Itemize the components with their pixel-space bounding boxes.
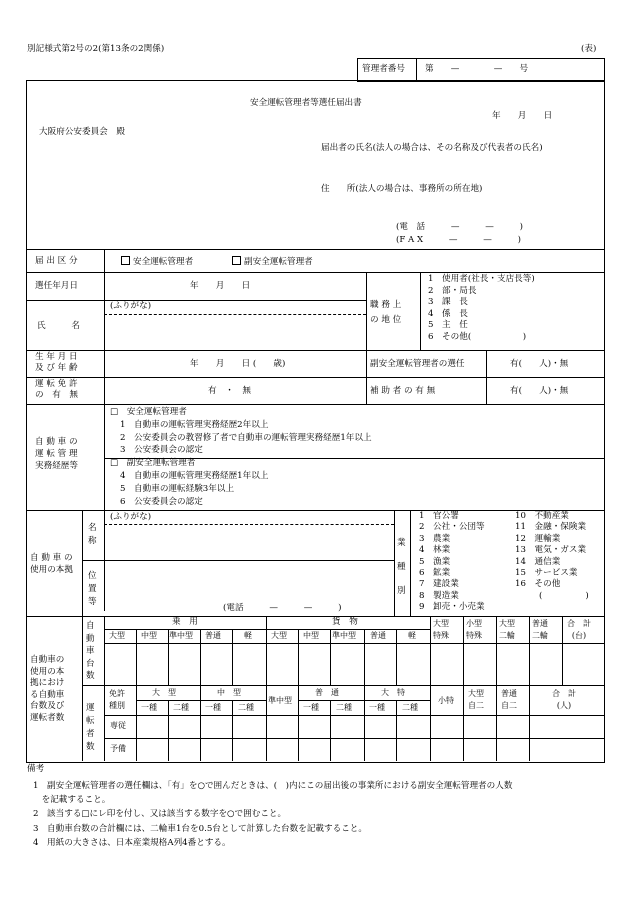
large-motorcycle-header: 大型 二輪 — [499, 619, 515, 640]
phone-field[interactable]: (電 話 — — ) — [396, 222, 524, 232]
notes-list: 1 副安全運転管理者の選任欄は、「有」を○で囲んだときは、( )内にこの届出後の事業所における副安全運転管理者の人数 を記載すること。 2 該当する□にレ印を付し、又は該当する数字を○で囲むこと。 3 自動車台数の合計欄には、二輪車1台を0.5台として計算した台数を記載すること。 4 用紙の大きさは、日本産業規格A列4番とする。 — [33, 781, 513, 848]
vehicle-section-label: 自動車の 使用の本 拠におけ る自動車 台数及び 運転者数 — [30, 655, 65, 723]
driver-total-header: 合 計 (人) — [552, 689, 576, 710]
filing-type-label: 届 出 区 分 — [35, 256, 78, 266]
passenger-normal: 普通 — [205, 631, 221, 640]
fulltime-label: 専従 — [110, 721, 126, 730]
driver-normal-moto-header: 普通 自二 — [501, 689, 517, 710]
passenger-large: 大型 — [109, 631, 125, 640]
cargo-light: 軽 — [408, 631, 416, 640]
cargo-semi-medium: 準中型 — [332, 631, 356, 640]
normal-first-class: 一種 — [303, 703, 319, 712]
cargo-normal: 普通 — [370, 631, 386, 640]
driver-large-special-header: 大 特 — [381, 688, 405, 697]
driver-count-label: 運 転 者 数 — [86, 703, 95, 752]
industry-options-right[interactable]: 10 不動産業 11 金融・保険業 12 運輸業 13 電気・ガス業 14 通信業 15 サービス業 16 その他 ( ) — [515, 511, 589, 601]
assistant-label: 補 助 者 の 有 無 — [370, 386, 436, 396]
large-first-class: 一種 — [141, 703, 157, 712]
driver-large-moto-header: 大型 自二 — [468, 689, 484, 710]
management-number-field[interactable]: 第 — — 号 — [425, 64, 529, 74]
vehicle-total-header: 合 計 (台) — [567, 619, 591, 640]
medium-first-class: 一種 — [205, 703, 221, 712]
position-label: 職 務 上 の 地 位 — [370, 300, 402, 325]
filing-type-option-manager[interactable]: 安全運転管理者 — [121, 256, 193, 268]
license-label: 運 転 免 許 の 有 無 — [35, 379, 78, 400]
driver-small-special-header: 小特 — [438, 696, 454, 705]
side-label: (表) — [581, 44, 597, 54]
checkbox-icon[interactable] — [121, 256, 130, 265]
vehicle-count-label: 自 動 車 台 数 — [86, 621, 95, 681]
passenger-header: 乗 用 — [172, 617, 198, 627]
driver-large-header: 大 型 — [152, 688, 176, 697]
form-title: 安全運転管理者等選任届出書 — [250, 98, 362, 108]
cargo-medium: 中型 — [303, 631, 319, 640]
passenger-medium: 中型 — [141, 631, 157, 640]
assistant-field[interactable]: 有( 人)・無 — [510, 386, 569, 396]
reserve-label: 予備 — [110, 744, 126, 753]
base-label: 自 動 車 の 使用の本拠 — [30, 553, 73, 575]
normal-second-class: 二種 — [336, 703, 352, 712]
name-label: 氏 名 — [37, 321, 80, 331]
appointment-date-label: 選任年月日 — [35, 281, 78, 291]
passenger-light: 軽 — [244, 631, 252, 640]
furigana-label: (ふりがな) — [110, 301, 152, 311]
base-furigana: (ふりがな) — [110, 512, 152, 522]
normal-motorcycle-header: 普通 二輪 — [532, 619, 548, 640]
license-type-header: 免許 種別 — [109, 689, 125, 710]
large-special-header: 大型 特殊 — [433, 619, 449, 640]
appointment-date-field[interactable]: 年 月 日 — [190, 281, 251, 291]
notes-title: 備考 — [27, 764, 45, 774]
base-location-label: 位 置 等 — [88, 571, 97, 607]
deputy-appointment-label: 副安全運転管理者の選任 — [370, 359, 465, 369]
small-special-header: 小型 特殊 — [466, 619, 482, 640]
large-second-class: 二種 — [173, 703, 189, 712]
cargo-large: 大型 — [271, 631, 287, 640]
passenger-semi-medium: 準中型 — [169, 631, 193, 640]
medium-second-class: 二種 — [238, 703, 254, 712]
filing-type-option-deputy[interactable]: 副安全運転管理者 — [232, 256, 313, 268]
submission-date[interactable]: 年 月 日 — [492, 111, 553, 121]
base-name-label: 名 称 — [88, 523, 97, 546]
driver-semi-medium-header: 準中型 — [268, 696, 292, 705]
license-field[interactable]: 有 ・ 無 — [208, 386, 251, 396]
industry-label: 業 種 別 — [397, 538, 406, 596]
cargo-header: 貨 物 — [332, 617, 358, 627]
base-phone[interactable]: (電話 — — ) — [223, 603, 342, 613]
addressee: 大阪府公安委員会 殿 — [39, 127, 125, 137]
experience-options[interactable]: □ 安全運転管理者 1 自動車の運転管理実務経歴2年以上 2 公安委員会の教習修了者で自動車の運転管理実務経歴1年以上 3 公安委員会の認定 □ 副安全運転管理者 4 自動車の運転管理実務経歴1年以上 5 自動車の運転経験3年以上 6 公安委員会の認定 — [110, 407, 372, 507]
address-label: 住 所(法人の場合は、事務所の所在地) — [321, 184, 483, 194]
applicant-name-label: 届出者の氏名(法人の場合は、その名称及び代表者の氏名) — [321, 143, 543, 153]
position-options[interactable]: 1 使用者(社長・支店長等) 2 部・局長 3 課 長 4 係 長 5 主 任 6 その他( ) — [428, 274, 535, 342]
checkbox-icon[interactable] — [232, 256, 241, 265]
industry-options-left[interactable]: 1 官公署 2 公社・公団等 3 農業 4 林業 5 漁業 6 鉱業 7 建設業 8 製造業 9 卸売・小売業 — [419, 511, 485, 613]
birthdate-label: 生 年 月 日 及 び 年 齢 — [35, 352, 78, 373]
management-number-label: 管理者番号 — [362, 64, 405, 74]
special-second-class: 二種 — [402, 703, 418, 712]
special-first-class: 一種 — [369, 703, 385, 712]
driver-medium-header: 中 型 — [217, 688, 241, 697]
form-reference: 別記様式第2号の2(第13条の2関係) — [27, 44, 165, 54]
fax-field[interactable]: (F A X — — ) — [396, 235, 521, 245]
driver-normal-header: 普 通 — [315, 688, 339, 697]
experience-label: 自 動 車 の 運 転 管 理 実務経歴等 — [35, 437, 78, 471]
birthdate-field[interactable]: 年 月 日 ( 歳) — [190, 359, 286, 369]
deputy-appointment-field[interactable]: 有( 人)・無 — [510, 359, 569, 369]
